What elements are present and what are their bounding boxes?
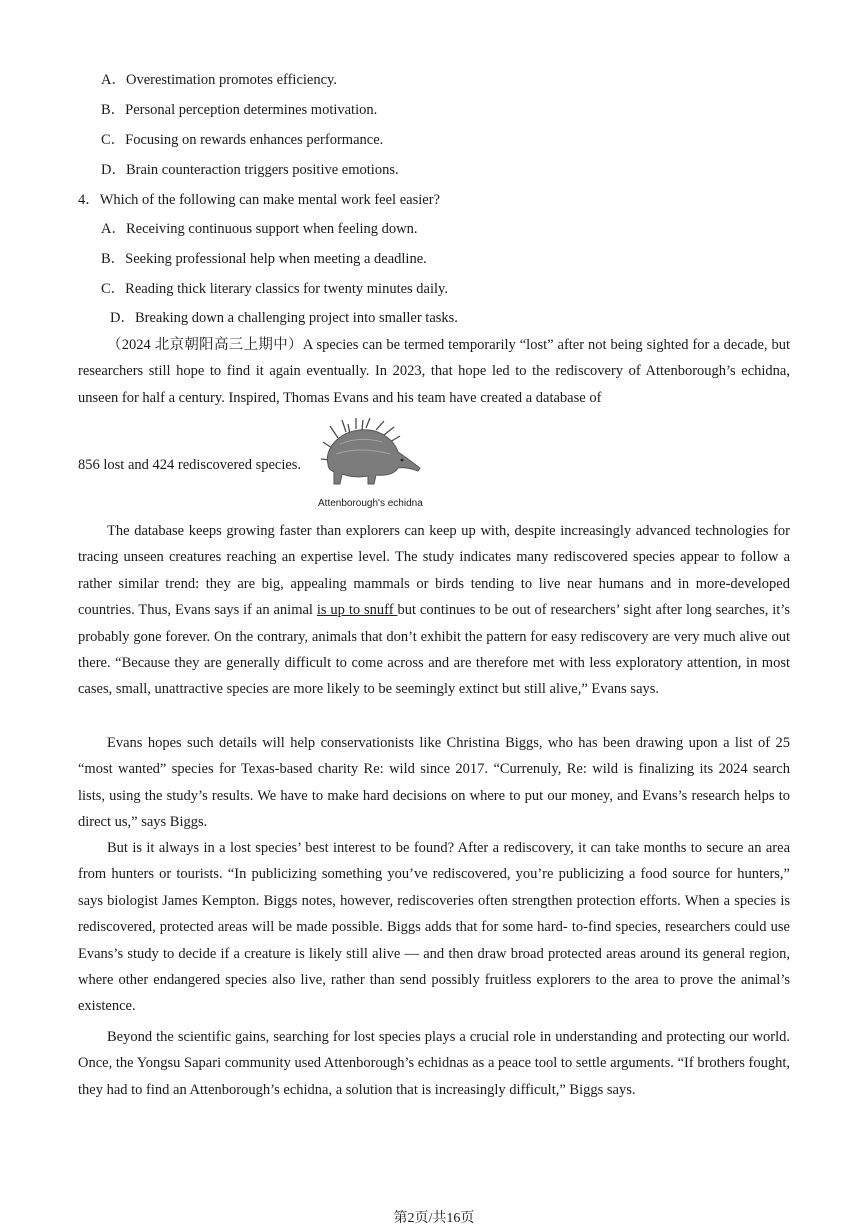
p2-text-after: but continues to be out of researchers’ sight after long searches, it’s probably gone forever. On the contrary, animals that don’t exhibit the pattern for easy rediscovery are very much alive out there. “Because they are generally difficult to come across and are therefore met with less exploratory attention, in most cases, small, unattractive species are more likely to be seemingly extinct but still alive,” Evans says. xyxy=(78,602,790,698)
passage-paragraph-4: But is it always in a lost species’ best interest to be found? After a rediscovery, it can take months to secure an area from hunters or tourists. “In publicizing something you’ve rediscovered, you’re publicizing a food source for hunters,” says biologist James Kempton. Biggs notes, however, rediscoveries often strengthen protection efforts. When a species is rediscovered, protected areas will be made possible. Biggs adds that for some hard- to-find species, researchers could use Evans’s study to decide if a creature is likely still alive — and then draw broad protected areas around its general region, where other endangered species also live, rather than send possibly fruitless explorers to the area to prove the animal’s existence. xyxy=(78,840,790,1015)
underlined-phrase: is up to snuff xyxy=(316,602,398,619)
q3-option-c: C．Focusing on rewards enhances performance. xyxy=(101,132,384,148)
passage-paragraph-5: Beyond the scientific gains, searching for lost species plays a crucial role in understanding and protecting our world. Once, the Yongsu Sapari community used Attenborough’s echidnas as a peace tool to settle arguments. “If brothers fought, they had to find an Attenborough’s echidna, a solution that is increasingly difficult,” Biggs says. xyxy=(78,1029,790,1098)
passage-paragraph-2 xyxy=(78,518,790,703)
figure-caption: Attenborough's echidna xyxy=(318,498,423,509)
page-number: 第2页/共16页 xyxy=(393,1211,475,1226)
passage-paragraph-3: Evans hopes such details will help conservationists like Christina Biggs, who has been drawing upon a list of 25 “most wanted” species for Texas-based charity Re: wild since 2017. “Currenuly, Re: wild is finalizing its 2024 search lists, using the study’s results. We have to make hard decisions on where to put our money, and Evans’s research helps to direct us,” says Biggs. xyxy=(78,735,790,831)
echidna-image xyxy=(320,418,424,496)
q4-option-c: C．Reading thick literary classics for twenty minutes daily. xyxy=(101,281,448,297)
q3-option-b: B．Personal perception determines motivation. xyxy=(101,102,378,118)
passage-intro: （2024 北京朝阳高三上期中）A species can be termed temporarily “lost” after not being sighted for a decade, but researchers still hope to find it again eventually. In 2023, that hope led to the rediscovery of Attenborough’s echidna, unseen for half a century. Inspired, Thomas Evans and his team have created a database of xyxy=(78,337,790,406)
passage-intro-end: 856 lost and 424 rediscovered species. xyxy=(78,457,302,473)
q3-option-a: A．Overestimation promotes efficiency. xyxy=(101,72,337,88)
q4-option-a: A．Receiving continuous support when feeling down. xyxy=(101,221,418,237)
q4-stem: 4．Which of the following can make mental work feel easier? xyxy=(78,192,440,208)
q4-option-d: D．Breaking down a challenging project into smaller tasks. xyxy=(110,310,458,326)
q4-option-b: B．Seeking professional help when meeting a deadline. xyxy=(101,251,427,267)
q3-option-d: D．Brain counteraction triggers positive emotions. xyxy=(101,162,399,178)
p2-text-before: The database keeps growing faster than explorers can keep up with, despite increasingly advanced technologies for tracing unseen creatures reaching an expertise level. The study indicates many rediscovered species appear to follow a rather similar trend: they are big, appealing mammals or birds tending to live near humans and in more-developed countries. Thus, Evans says if an animal xyxy=(78,523,790,619)
